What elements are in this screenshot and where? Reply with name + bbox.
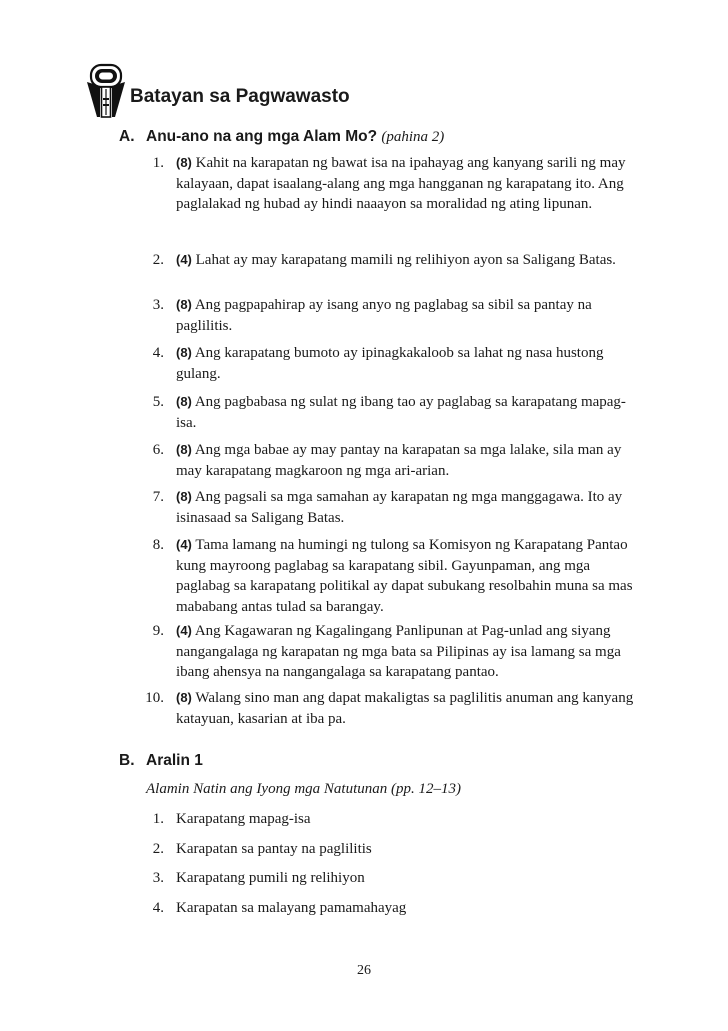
item-number: 3. [152, 870, 164, 886]
item-number: 7. [152, 489, 164, 505]
item-number: 3. [152, 297, 164, 313]
item-body [176, 250, 646, 271]
section-a-heading [119, 128, 444, 146]
answer-key: (8) [176, 155, 192, 170]
item-body [176, 621, 646, 683]
item-text: Ang mga babae ay may pantay na karapatan sa mga lalake, sila man ay may karapatang magkaroon ng mga ari-arian. [176, 442, 622, 479]
section-b-label: B. [119, 752, 135, 769]
item-text: Walang sino man ang dapat makaligtas sa paglilitis anuman ang kanyang katayuan, kasarian at iba pa. [176, 690, 634, 727]
answer-key: (4) [176, 537, 192, 552]
answer-key: (8) [176, 690, 192, 705]
section-b-heading [119, 752, 203, 770]
item-text: Karapatan sa pantay na paglilitis [176, 841, 372, 857]
item-body [176, 295, 646, 336]
section-a-page-ref: (pahina 2) [381, 129, 445, 145]
item-number: 1. [152, 155, 164, 171]
item-body [176, 535, 646, 617]
page-title: Batayan sa Pagwawasto [130, 86, 350, 107]
item-body [176, 392, 646, 433]
section-b-subheading: Alamin Natin ang Iyong mga Natutunan (pp. 12–13) [146, 781, 461, 797]
section-a-label: A. [119, 128, 135, 145]
item-text: Tama lamang na humingi ng tulong sa Komisyon ng Karapatang Pantao kung mayroong paglabag sa karapatang sibil. Gayunpaman, ang mga paglabag sa karapatang politikal ay dapat subukang resolbahin muna sa mas mababang antas tulad sa barangay. [176, 537, 633, 615]
item-text: Karapatan sa malayang pamamahayag [176, 900, 407, 916]
item-number: 8. [152, 537, 164, 553]
answer-key: (8) [176, 489, 192, 504]
item-number: 5. [152, 394, 164, 410]
key-icon [85, 62, 127, 120]
section-b-title: Aralin 1 [146, 752, 203, 769]
item-number: 2. [152, 252, 164, 268]
item-number: 10. [145, 690, 164, 706]
item-text: Ang pagbabasa ng sulat ng ibang tao ay paglabag sa karapatang mapag-isa. [176, 394, 626, 431]
item-number: 6. [152, 442, 164, 458]
item-text: Karapatang pumili ng relihiyon [176, 870, 365, 886]
answer-key: (4) [176, 623, 192, 638]
item-body [176, 440, 646, 481]
item-body [176, 153, 646, 215]
answer-key: (8) [176, 345, 192, 360]
item-number: 2. [152, 841, 164, 857]
answer-key: (4) [176, 252, 192, 267]
item-text: Ang pagpapahirap ay isang anyo ng paglabag sa sibil sa pantay na paglilitis. [176, 297, 592, 334]
page-header [85, 60, 385, 120]
item-body [176, 688, 646, 729]
item-text: Ang pagsali sa mga samahan ay karapatan ng mga manggagawa. Ito ay isinasaad sa Saligang Batas. [176, 489, 623, 526]
item-text: Ang karapatang bumoto ay ipinagkakaloob sa lahat ng nasa hustong gulang. [176, 345, 604, 382]
item-number: 1. [152, 811, 164, 827]
answer-key: (8) [176, 394, 192, 409]
answer-key: (8) [176, 297, 192, 312]
item-text: Karapatang mapag-isa [176, 811, 311, 827]
item-text: Lahat ay may karapatang mamili ng relihiyon ayon sa Saligang Batas. [195, 252, 616, 268]
item-number: 9. [152, 623, 164, 639]
item-body [176, 487, 646, 528]
item-number: 4. [152, 345, 164, 361]
item-text: Kahit na karapatan ng bawat isa na ipahayag ang kanyang sarili ng may kalayaan, dapat isaalang-alang ang mga hangganan ng karapatang ito. Ang paglalakad ng hubad ay hindi naaayon sa moralidad ng ating lipunan. [176, 155, 626, 212]
section-a-title: Anu-ano na ang mga Alam Mo? [146, 128, 378, 145]
item-number: 4. [152, 900, 164, 916]
answer-key: (8) [176, 442, 192, 457]
page-number: 26 [357, 963, 371, 978]
item-body [176, 343, 646, 384]
item-text: Ang Kagawaran ng Kagalingang Panlipunan at Pag-unlad ang siyang nangangalaga ng karapatan ng mga bata sa Pilipinas ay isa lamang sa mga ibang ahensya na nangangalaga sa karapatang pantao. [176, 623, 621, 680]
